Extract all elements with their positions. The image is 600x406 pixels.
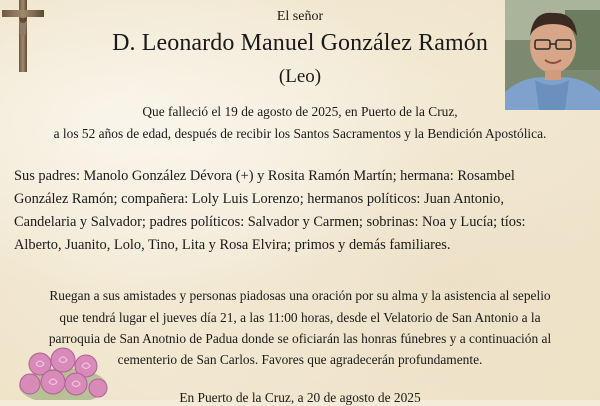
family-line: González Ramón; compañera: Loly Luis Lorenzo; hermanos políticos: Juan Antonio, xyxy=(14,191,504,207)
announcement-line: Que falleció el 19 de agosto de 2025, en Puerto de la Cruz, xyxy=(142,104,458,119)
announcement-line: a los 52 años de edad, después de recibir los Santos Sacramentos y la Bendición Apostólica. xyxy=(53,126,547,141)
nickname: (Leo) xyxy=(278,66,322,87)
ceremony-line: Ruegan a sus amistades y personas piadosas una oración por su alma y la asistencia al sepelio xyxy=(49,288,551,303)
ceremony-line: cementerio de San Carlos. Favores que agradecerán profundamente. xyxy=(117,352,483,367)
ceremony-line: parroquia de San Anotnio de Padua donde se oficiarán las honras fúnebres y a continuación al xyxy=(48,331,552,346)
deceased-name: D. Leonardo Manuel González Ramón xyxy=(112,30,488,56)
date-place-line: En Puerto de la Cruz, a 20 de agosto de 2025 xyxy=(179,390,421,405)
intro-title: El señor xyxy=(276,9,324,24)
family-line: Sus padres: Manolo González Dévora (+) y Rosita Ramón Martín; hermana: Rosambel xyxy=(14,168,515,184)
ceremony-line: que tendrá lugar el jueves día 21, a las 11:00 horas, desde el Velatorio de San Antonio a la xyxy=(59,310,541,325)
family-line: Alberto, Juanito, Lolo, Tino, Lita y Rosa Elvira; primos y demás familiares. xyxy=(14,237,451,253)
family-line: Candelaria y Salvador; padres políticos: Salvador y Carmen; sobrinas: Noa y Lucía; tíos: xyxy=(14,214,526,230)
pink-roses-decoration xyxy=(18,346,108,400)
